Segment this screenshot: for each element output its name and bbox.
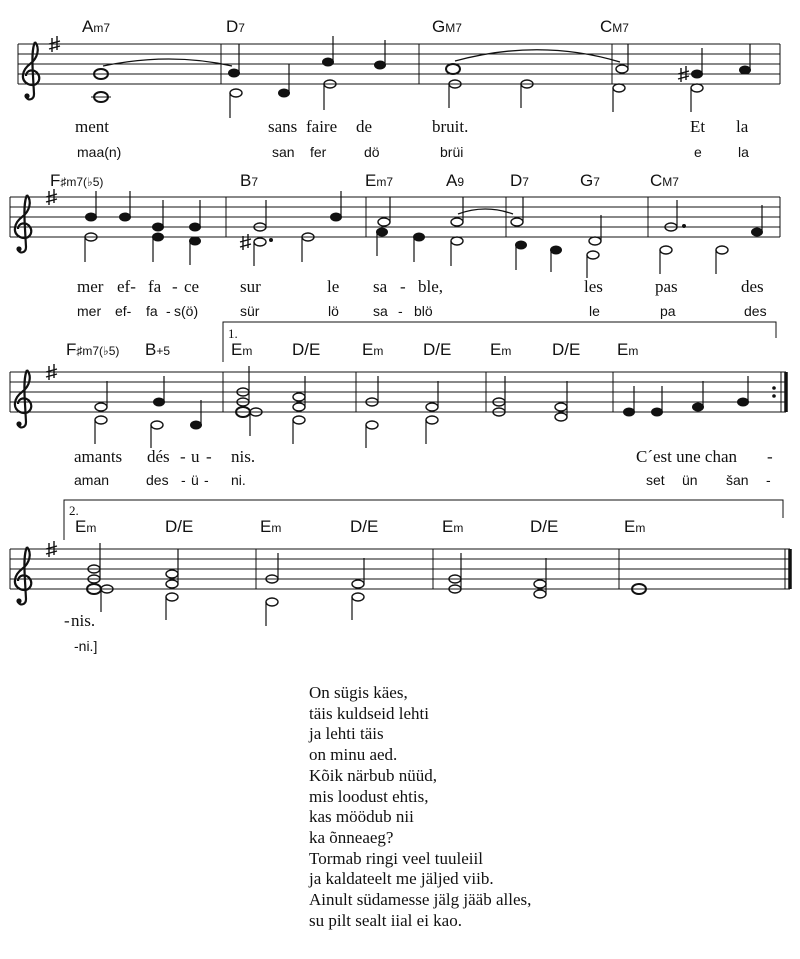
lyric-syllable: e [694,144,702,160]
lyric-syllable: sa [373,277,388,296]
lyric-syllable: ef- [117,277,136,296]
lyric-syllable: sur [240,277,261,296]
lyrics-french [77,277,764,296]
chord-symbol: CM7 [650,171,679,190]
lyric-syllable: - [166,303,171,319]
poem-line: Kõik närbub nüüd, [309,765,437,785]
chord-symbols [75,517,645,536]
lyrics-phonetic [74,472,771,488]
lyric-syllable: - [181,472,186,488]
chord-symbol: Em [75,517,97,536]
chord-symbol: Em7 [365,171,394,190]
lyric-syllable: des [146,472,169,488]
volta-number: 1. [228,326,238,341]
system-3 [10,322,786,488]
chord-symbol: GM7 [432,17,462,36]
chord-symbol: Em [362,340,384,359]
poem-line: ja kaldateelt me jäljed viib. [309,869,494,889]
lyric-syllable: ce [184,277,200,296]
chord-symbol: Em [260,517,282,536]
chord-symbol: B+5 [145,340,171,359]
treble-clef-icon [23,42,39,99]
lyric-syllable: - [204,472,209,488]
lyric-syllable: - [398,303,403,319]
lyric-syllable: C´est une chan [636,447,738,466]
treble-clef-icon [15,195,31,252]
lyric-syllable: - [767,447,773,466]
poem-line: Tormab ringi veel tuuleiil [309,848,483,868]
lyric-syllable: brüi [440,144,464,160]
lyric-syllable: set [646,472,665,488]
lyric-syllable: - [180,447,186,466]
notes [91,36,751,118]
chord-symbol: Am7 [82,17,111,36]
poem-line: ka õnneaeg? [309,827,394,847]
lyric-syllable: ün [682,472,698,488]
lyric-syllable: sa [373,303,388,319]
lyric-syllable: s(ö) [174,303,199,319]
lyric-syllable: faire [306,117,338,136]
chord-symbol: G7 [580,171,600,190]
chord-symbol: F♯m7(♭5) [66,340,120,359]
treble-clef-icon [15,547,31,604]
poem-line: su pilt sealt iial ei kao. [309,910,462,930]
lyrics-french [75,117,749,136]
lyrics-phonetic [77,144,749,160]
lyric-syllable: - [64,611,70,630]
chord-symbol: F♯m7(♭5) [50,171,104,190]
lyric-syllable: maa(n) [77,144,122,160]
lyric-syllable: mer [77,277,104,296]
chord-symbol: Em [442,517,464,536]
poem-line: on minu aed. [309,745,398,765]
system-2 [10,171,780,319]
lyric-syllable: -ni.] [74,638,98,654]
poem-line: Ainult südamesse jälg jääb alles, [309,890,532,910]
lyric-syllable: - [172,277,178,296]
chord-symbol: A9 [446,171,465,190]
chord-symbols [82,17,629,36]
lyrics-phonetic [74,638,97,654]
lyric-syllable: lö [328,303,339,319]
lyric-syllable: šan [726,472,749,488]
volta-number: 2. [69,503,79,518]
chord-symbol: Em [231,340,253,359]
lyric-syllable: nis. [231,447,256,466]
chord-symbols [66,340,638,359]
poem-line: kas möödub nii [309,807,414,827]
lyric-syllable: nis. [71,611,96,630]
poem-line: täis kuldseid lehti [309,703,429,723]
lyric-syllable: san [272,144,295,160]
chord-symbol: D/E [165,517,194,536]
chord-symbol: Em [624,517,646,536]
lyric-syllable: Et [690,117,706,136]
lyric-syllable: fa [146,303,158,319]
lyric-syllable: amants [74,447,123,466]
chord-symbol: D7 [510,171,529,190]
chord-symbol: D/E [292,340,321,359]
lyric-syllable: ble, [418,277,444,296]
lyrics-french [64,611,95,630]
system-4 [10,500,790,654]
lyric-syllable: - [206,447,212,466]
poem-stanza [309,683,531,931]
lyrics-french [74,447,773,466]
lyric-syllable: bruit. [432,117,469,136]
poem-line: ja lehti täis [309,724,384,744]
chord-symbol: D/E [350,517,379,536]
lyric-syllable: ü [191,472,199,488]
lyric-syllable: ni. [231,472,246,488]
lyric-syllable: sür [240,303,260,319]
lyric-syllable: ment [75,117,109,136]
lyric-syllable: le [589,303,600,319]
lyric-syllable: ef- [115,303,132,319]
treble-clef-icon [15,370,31,427]
lyric-syllable: fer [310,144,327,160]
lyric-syllable: mer [77,303,102,319]
chord-symbol: Em [617,340,639,359]
poem-line: On sügis käes, [309,683,408,702]
lyric-syllable: pas [655,277,678,296]
lyric-syllable: de [356,117,373,136]
lyric-syllable: aman [74,472,110,488]
lyric-syllable: pa [660,303,676,319]
lyric-syllable: le [327,277,340,296]
chord-symbol: D/E [530,517,559,536]
chord-symbol: D7 [226,17,245,36]
poem-line: mis loodust ehtis, [309,786,429,806]
lyric-syllable: les [584,277,603,296]
lyric-syllable: sans [268,117,298,136]
lyric-syllable: - [400,277,406,296]
chord-symbol: Em [490,340,512,359]
lyric-syllable: dö [364,144,380,160]
lyric-syllable: u [191,447,200,466]
chord-symbols [50,171,679,190]
notes [85,191,763,278]
lyric-syllable: des [741,277,764,296]
lyric-syllable: la [736,117,749,136]
lyric-syllable: dés [147,447,170,466]
chord-symbol: D/E [423,340,452,359]
notes [95,366,749,448]
lyric-syllable: - [766,472,771,488]
lyrics-phonetic [77,303,767,319]
lyric-syllable: fa [148,277,162,296]
notes [87,543,646,626]
lyric-syllable: des [744,303,767,319]
lyric-syllable: la [738,144,749,160]
chord-symbol: D/E [552,340,581,359]
system-1 [18,17,780,160]
chord-symbol: CM7 [600,17,629,36]
lyric-syllable: blö [414,303,433,319]
chord-symbol: B7 [240,171,259,190]
